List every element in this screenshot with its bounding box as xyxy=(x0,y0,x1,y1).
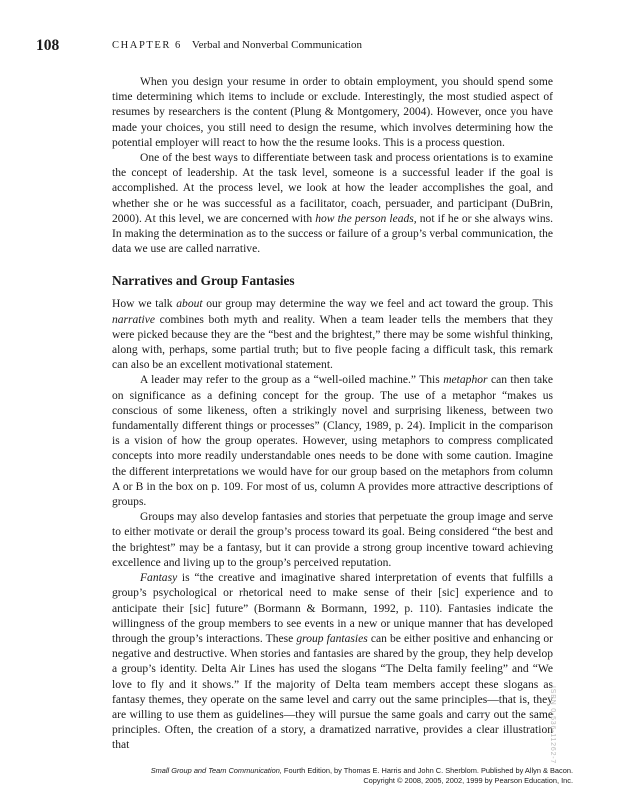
paragraph-fantasy-definition: Fantasy is “the creative and imaginative shared interpretation of events that fulfills a group’s psychological or rhetorical need to make sense of their [sic] experience and to anticipate their [sic] future” (Bormann & Bormann, 1992, p. 110). Fantasies indicate the willingness of the group members to see events in a new or unique manner that has developed through the group’s interactions. These group fantasies can be either positive and enhancing or negative and destructive. When stories and fantasies are shared by the group, they help develop a group’s identity. Delta Air Lines has used the slogans “The Delta family feeling” and “We love to fly and it shows.” If the majority of Delta team members accept these slogans as fantasy themes, they operate on the same level and carry out the same principles—that is, they are willing to use them as guidelines—they will pursue the same goals and carry out the same principles. Often, the creation of a story, a dramatized narrative, provides a clear illustration that xyxy=(112,572,554,752)
chapter-label: CHAPTER xyxy=(112,40,172,51)
page-number: 108 xyxy=(36,37,60,54)
paragraph-narrative: How we talk about our group may determine the way we feel and act toward the group. This narrative combines both myth and reality. When a team leader tells the members that they were picked because they are the “best and the brightest,” there may be some wishful thinking, along with, perhaps, some partial truth; but to five people facing a difficult task, this remark can also be an excellent motivational statement. xyxy=(112,298,553,372)
chapter-heading xyxy=(112,39,362,51)
running-header xyxy=(36,37,557,55)
copyright-footer xyxy=(151,766,573,785)
paragraph-resume: When you design your resume in order to obtain employment, you should spend some time determining which items to include or exclude. Interestingly, the most studied aspect of resumes by researchers is the content (Plung & Montgomery, 2004). However, once you have made your choices, you still need to design the resume, which involves determining how the potential employer will react to how the the resume looks. This is a process question. xyxy=(112,76,553,149)
footer-book-title: Small Group and Team Communication, xyxy=(150,766,282,775)
isbn-margin-note: ISBN 0-536-11262-7 xyxy=(549,686,556,765)
paragraph-metaphor: A leader may refer to the group as a “well-oiled machine.” This metaphor can then take on significance as a defining concept for the group. The use of a metaphor “makes us conscious of some likeness, often a strikingly novel and surprising likeness, between two fundamentally different things or processes” (Clancy, 1989, p. 24). Implicit in the comparison is a vision of how the group operates. However, using metaphors to compress complicated concepts into more readily understandable ones needs to be done with some caution. Imagine the different interpretations we would have for our group based on the metaphors from column A or B in the box on p. 109. For most of us, column A provides more attractive descriptions of groups. xyxy=(112,374,553,509)
section-heading: Narratives and Group Fantasies xyxy=(112,273,295,289)
footer-line-2: Copyright © 2008, 2005, 2002, 1999 by Pearson Education, Inc. xyxy=(363,775,573,785)
chapter-number: 6 xyxy=(175,40,182,51)
paragraph-leadership: One of the best ways to differentiate between task and process orientations is to examine the concept of leadership. At the task level, someone is a successful leader if the goal is accomplished. At the process level, we look at how the leader accomplishes the goal, and whether she or he was successful as a facilitator, coach, persuader, and participant (DuBrin, 2000). At this level, we are concerned with how the person leads, not if he or she always wins. In making the determination as to the success or failure of a group’s verbal communication, the data we use are called narrative. xyxy=(112,152,553,256)
emphasis-how-person-leads: how the person leads, xyxy=(315,212,417,225)
footer-line-1: Small Group and Team Communication, Fourth Edition, by Thomas E. Harris and John C. Sherblom. Published by Allyn & Bacon. xyxy=(150,766,573,775)
page-body xyxy=(112,75,553,754)
paragraph-fantasies: Groups may also develop fantasies and stories that perpetuate the group image and serve to either motivate or derail the group’s process toward its goal. Being considered “the best and the brightest” may be a fantasy, but it can provide a strong group incentive toward achieving excellence and living up to the group’s perceived reputation. xyxy=(112,511,553,569)
chapter-title: Verbal and Nonverbal Communication xyxy=(191,39,363,51)
